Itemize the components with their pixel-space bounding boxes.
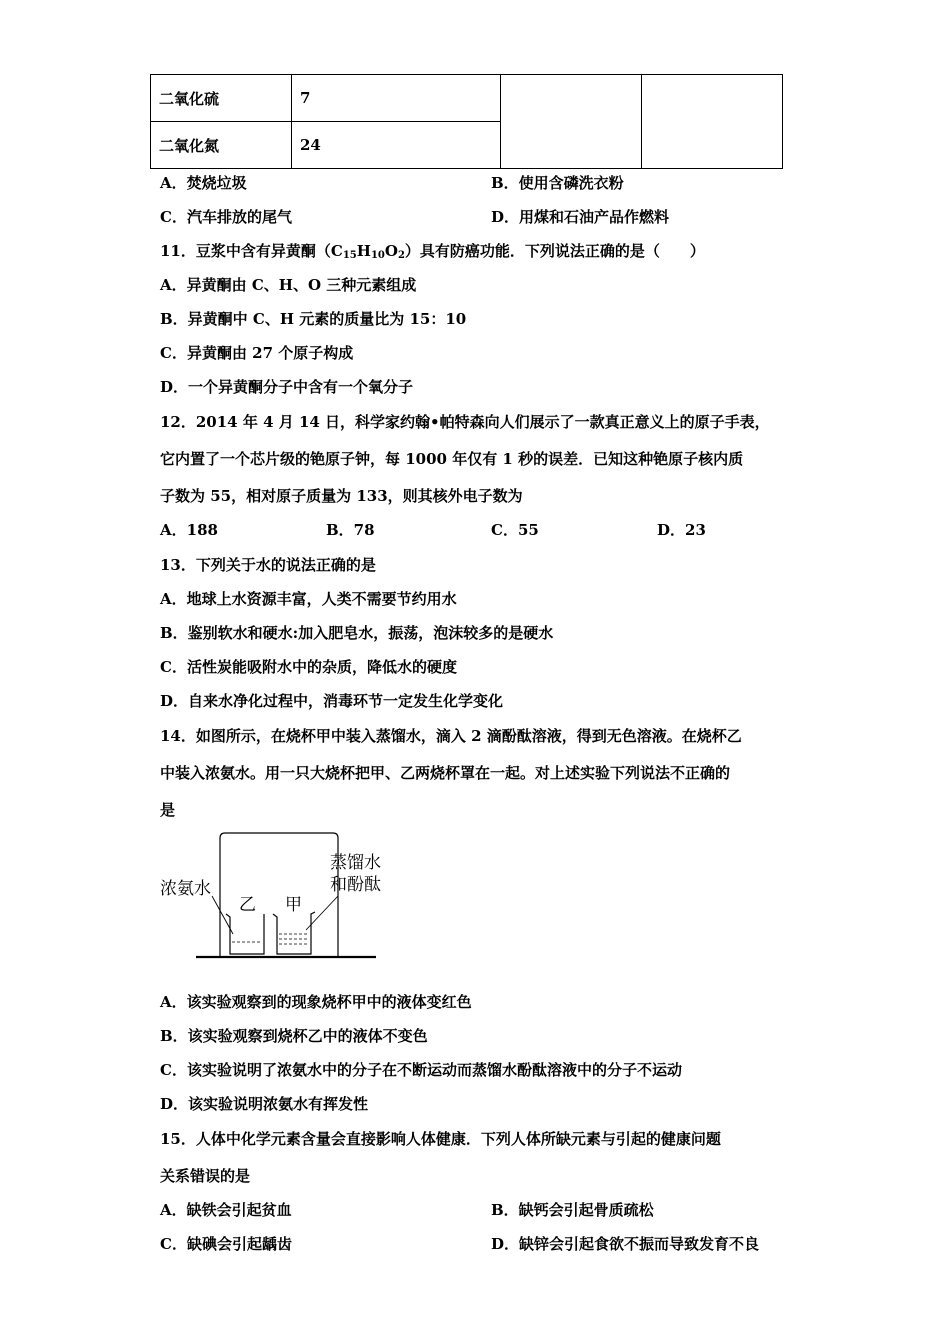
q14-option-b: B．该实验观察到烧杯乙中的液体不变色 (160, 1027, 428, 1045)
beaker-yi-outline (226, 914, 264, 954)
q15-stem-line1: 15．人体中化学元素含量会直接影响人体健康．下列人体所缺元素与引起的健康问题 (160, 1130, 721, 1148)
beaker-experiment-figure (160, 830, 390, 965)
q15-option-b: B．缺钙会引起骨质疏松 (491, 1201, 654, 1219)
q14-stem-line3: 是 (160, 801, 176, 819)
q10-option-b: B．使用含磷洗衣粉 (491, 174, 624, 192)
q12-stem-line2: 它内置了一个芯片级的铯原子钟，每 1000 年仅有 1 秒的误差．已知这种铯原子核内质 (160, 450, 744, 468)
q15-stem-line2: 关系错误的是 (160, 1167, 251, 1185)
q12-option-d: D．23 (657, 521, 706, 539)
q14-option-d: D．该实验说明浓氨水有挥发性 (160, 1095, 369, 1113)
q13-option-d: D．自来水净化过程中，消毒环节一定发生化学变化 (160, 692, 504, 710)
q15-option-c: C．缺碘会引起龋齿 (160, 1235, 292, 1253)
q12-stem-line1: 12．2014 年 4 月 14 日，科学家约翰•帕特森向人们展示了一款真正意义上的原子手表， (160, 413, 770, 431)
q13-stem: 13．下列关于水的说法正确的是 (160, 556, 376, 574)
q12-option-b: B．78 (326, 521, 375, 539)
q11-option-b: B．异黄酮中 C、H 元素的质量比为 15：10 (160, 310, 467, 328)
q10-option-c: C．汽车排放的尾气 (160, 208, 292, 226)
label-ammonia: 浓氨水 (160, 879, 211, 899)
label-yi: 乙 (239, 895, 256, 915)
q14-stem-line1: 14．如图所示，在烧杯甲中装入蒸馏水，滴入 2 滴酚酞溶液，得到无色溶液。在烧杯乙 (160, 727, 742, 745)
q10-option-a: A．焚烧垃圾 (160, 174, 247, 192)
table-cell-empty (642, 75, 783, 169)
q14-stem-line2: 中装入浓氨水。用一只大烧杯把甲、乙两烧杯罩在一起。对上述实验下列说法不正确的 (160, 764, 731, 782)
q11-stem: 11．豆浆中含有异黄酮$(C_{15}H_{10}O_2)$具有防癌功能．下列说法正确的是（ ） (160, 242, 705, 261)
table-cell-pollutant: 二氧化硫 (151, 75, 292, 122)
q10-option-d: D．用煤和石油产品作燃料 (491, 208, 670, 226)
table-cell-value: 24 (292, 122, 501, 169)
q12-stem-line3: 子数为 55，相对原子质量为 133，则其核外电子数为 (160, 487, 523, 505)
q15-option-d: D．缺锌会引起食欲不振而导致发育不良 (491, 1235, 760, 1253)
q14-option-a: A．该实验观察到的现象烧杯甲中的液体变红色 (160, 993, 472, 1011)
large-beaker-outline (220, 833, 338, 956)
label-distilled-water: 蒸馏水 (330, 853, 381, 873)
table-cell-value: 7 (292, 75, 501, 122)
pointer-line-right (306, 896, 338, 930)
q11-option-a: A．异黄酮由 C、H、O 三种元素组成 (160, 276, 417, 294)
label-jia: 甲 (285, 895, 302, 915)
label-phenolphthalein: 和酚酞 (330, 875, 381, 895)
q13-option-b: B．鉴别软水和硬水:加入肥皂水，振荡，泡沫较多的是硬水 (160, 624, 554, 642)
pointer-line-left (212, 896, 233, 934)
table-cell-pollutant: 二氧化氮 (151, 122, 292, 169)
q12-option-a: A．188 (160, 521, 218, 539)
table-row (151, 75, 783, 122)
q12-option-c: C．55 (491, 521, 539, 539)
q13-option-a: A．地球上水资源丰富，人类不需要节约用水 (160, 590, 457, 608)
q13-option-c: C．活性炭能吸附水中的杂质，降低水的硬度 (160, 658, 457, 676)
q14-option-c: C．该实验说明了浓氨水中的分子在不断运动而蒸馏水酚酞溶液中的分子不运动 (160, 1061, 682, 1079)
q15-option-a: A．缺铁会引起贫血 (160, 1201, 292, 1219)
beaker-jia-outline (273, 912, 315, 954)
pollutant-table (150, 74, 783, 169)
table-cell-empty (501, 75, 642, 169)
q11-option-d: D．一个异黄酮分子中含有一个氧分子 (160, 378, 414, 396)
q11-option-c: C．异黄酮由 27 个原子构成 (160, 344, 354, 362)
